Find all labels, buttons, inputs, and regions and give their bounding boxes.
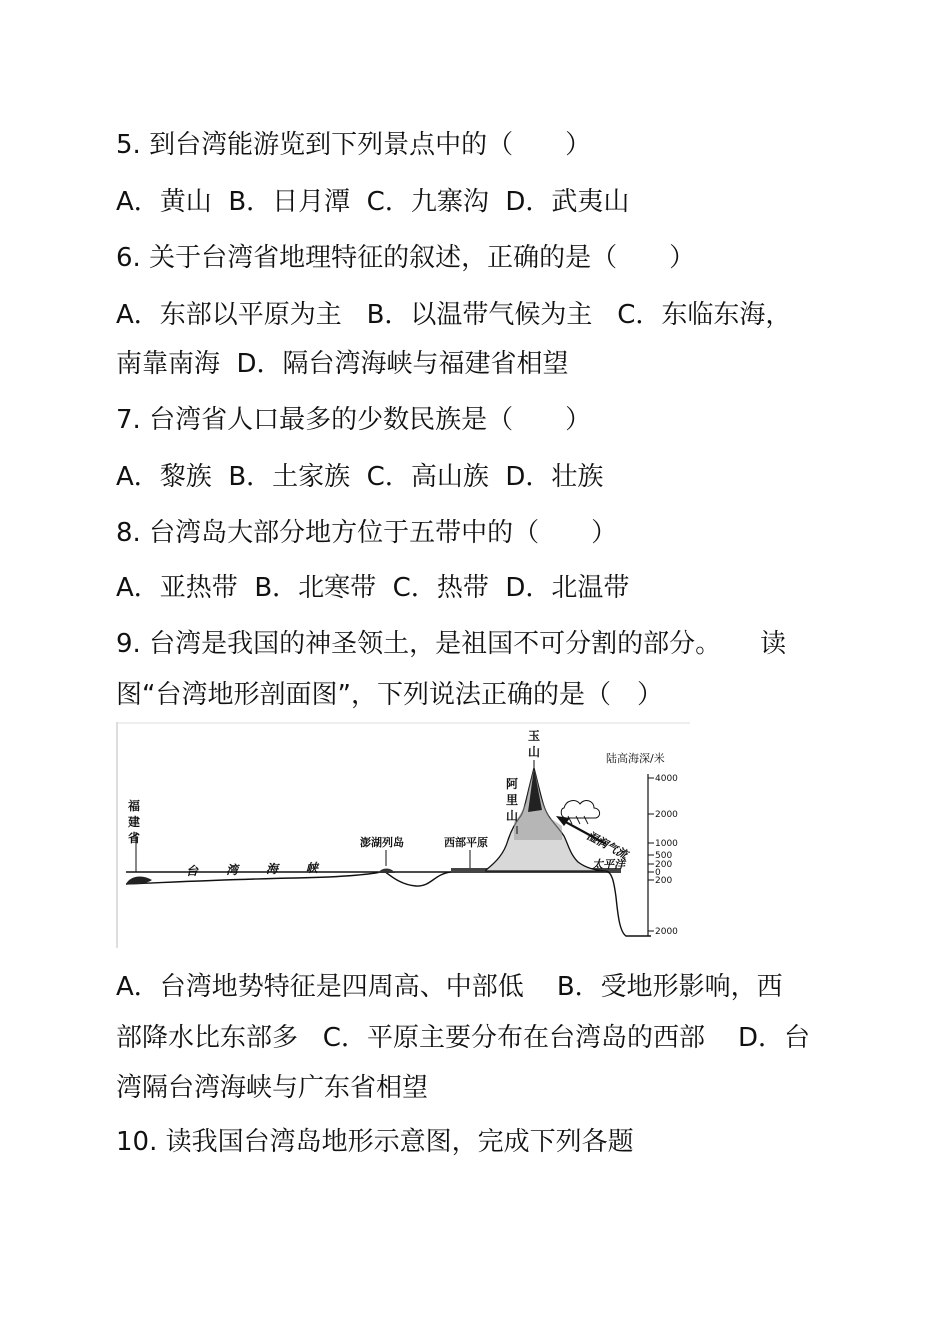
- label-pacific: 太平洋: [592, 858, 625, 871]
- label-strait-3: 海: [266, 862, 279, 876]
- axis-tick-200-depth: 200: [655, 876, 673, 886]
- penghu-island: [378, 869, 395, 874]
- q5-stem: 5. 到台湾能游览到下列景点中的（ ）: [116, 130, 592, 160]
- label-strait-4: 峡: [306, 861, 319, 875]
- q6-options-line2: 南靠南海 D．隔台湾海峡与福建省相望: [116, 349, 569, 379]
- q5-options: A．黄山 B．日月潭 C．九寨沟 D．武夷山: [116, 187, 630, 217]
- q9-options-line1: A．台湾地势特征是四周高、中部低 B．受地形影响，西: [116, 972, 783, 1002]
- q9-options-line3: 湾隔台湾海峡与广东省相望: [116, 1073, 429, 1103]
- label-alishan-2: 里: [506, 793, 519, 807]
- label-strait-1: 台: [186, 864, 199, 878]
- q9-options-line2: 部降水比东部多 C．平原主要分布在台湾岛的西部 D．台: [116, 1023, 811, 1053]
- q6-options-line1: A．东部以平原为主 B．以温带气候为主 C．东临东海，: [116, 300, 792, 330]
- label-strait-2: 湾: [226, 863, 239, 877]
- label-penghu: 澎湖列岛: [360, 836, 404, 849]
- label-fujian-1: 福: [128, 799, 141, 813]
- label-axis-title: 陆高海深/米: [606, 752, 665, 765]
- label-fujian-2: 建: [128, 815, 141, 829]
- q8-stem: 8. 台湾岛大部分地方位于五带中的（ ）: [116, 518, 618, 548]
- q10-stem: 10. 读我国台湾岛地形示意图，完成下列各题: [116, 1127, 634, 1157]
- taiwan-terrain-profile-figure: [116, 722, 690, 948]
- axis-tick-4000: 4000: [655, 774, 678, 784]
- axis-tick-500: 500: [655, 851, 673, 861]
- label-moist-air: 湿润气流: [584, 829, 630, 862]
- label-yushan-2: 山: [528, 745, 541, 759]
- label-fujian-3: 省: [128, 831, 141, 845]
- label-yushan-1: 玉: [528, 729, 541, 743]
- axis-tick-0: 0: [655, 868, 661, 878]
- label-alishan-3: 山: [506, 809, 519, 823]
- axis-tick-200: 200: [655, 860, 673, 870]
- q7-options: A．黎族 B．土家族 C．高山族 D．壮族: [116, 462, 604, 492]
- q7-stem: 7. 台湾省人口最多的少数民族是（ ）: [116, 405, 592, 435]
- east-ocean-trench: [606, 871, 651, 936]
- sea-floor-profile: [126, 871, 621, 886]
- q9-stem-line2: 图“台湾地形剖面图”，下列说法正确的是（ ）: [116, 680, 663, 710]
- cloud-icon: [561, 801, 599, 818]
- axis-tick-2000: 2000: [655, 810, 678, 820]
- q6-stem: 6. 关于台湾省地理特征的叙述，正确的是（ ）: [116, 243, 696, 273]
- label-west-plain: 西部平原: [444, 836, 488, 849]
- axis-tick-2000-depth: 2000: [655, 927, 678, 937]
- label-alishan-1: 阿: [506, 777, 519, 791]
- axis-tick-1000: 1000: [655, 839, 678, 849]
- q9-stem-line1: 9. 台湾是我国的神圣领土，是祖国不可分割的部分。 读: [116, 629, 787, 659]
- q8-options: A．亚热带 B．北寒带 C．热带 D．北温带: [116, 573, 630, 603]
